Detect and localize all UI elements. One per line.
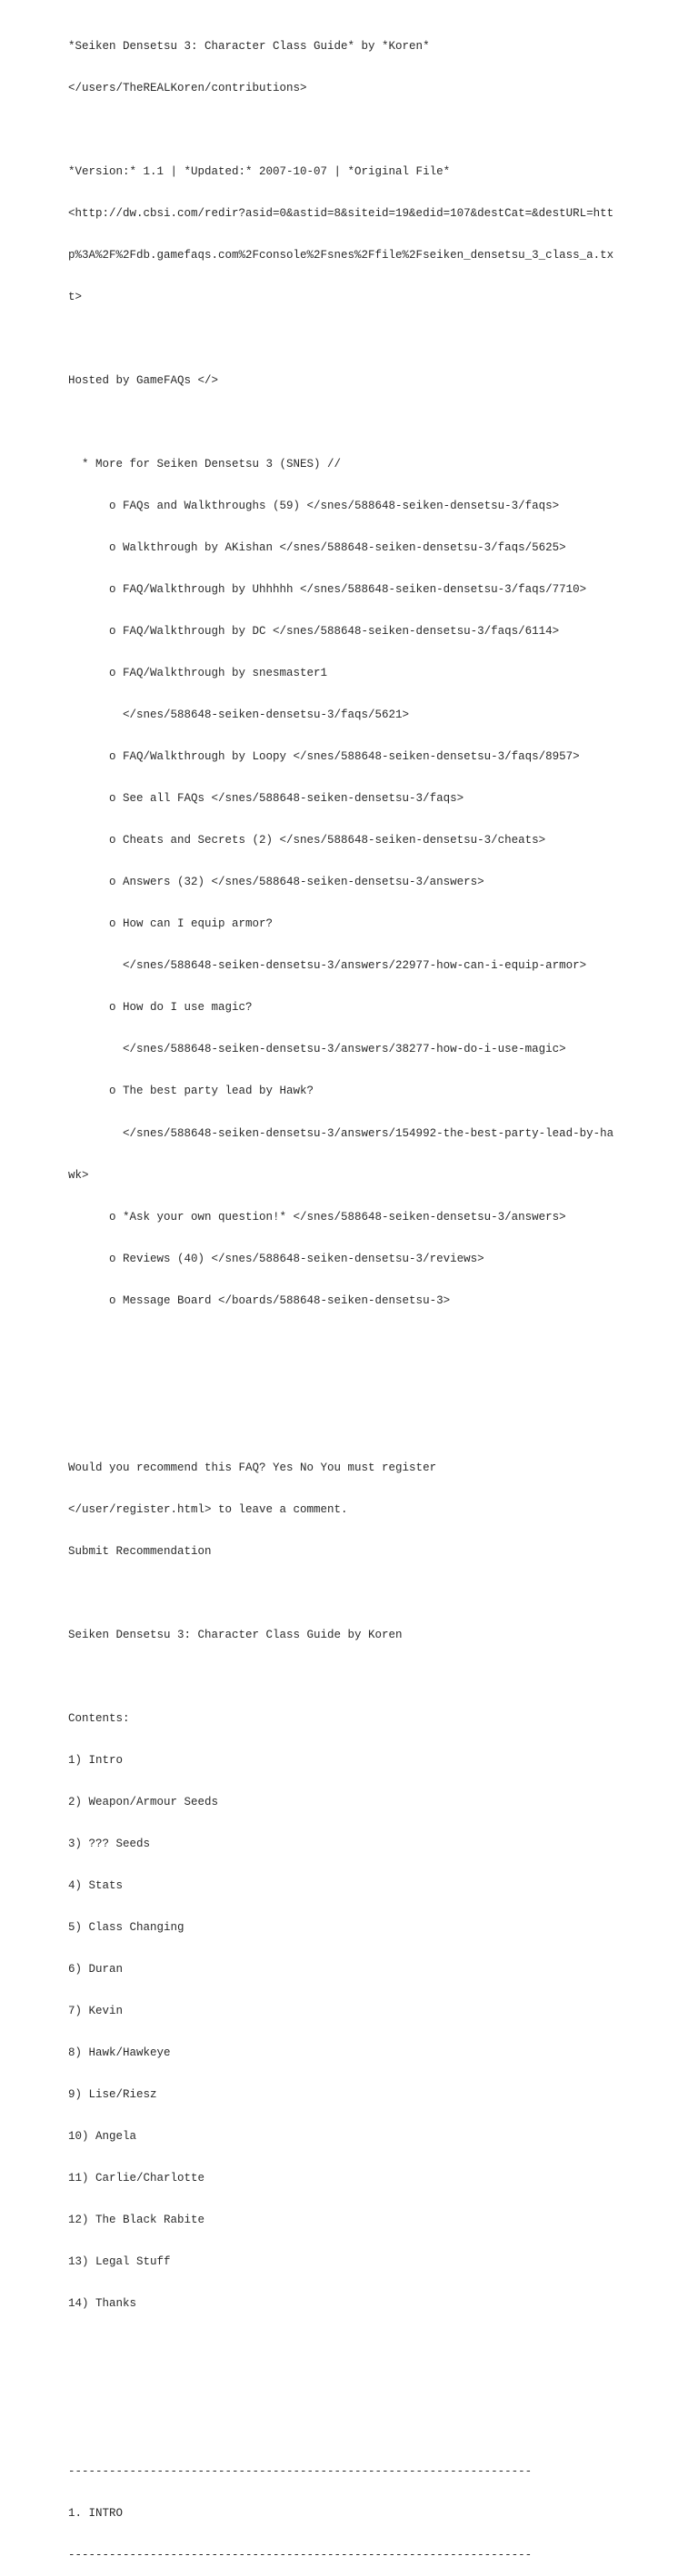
blank-line	[68, 1670, 686, 1684]
contents-item: 9) Lise/Riesz	[68, 2088, 157, 2102]
link-faqs-and-walkthroughs[interactable]: o FAQs and Walkthroughs (59) </snes/588648-seiken-densetsu-3/faqs>	[68, 500, 560, 513]
link-faq-uhhhhh[interactable]: o FAQ/Walkthrough by Uhhhhh </snes/588648-seiken-densetsu-3/faqs/7710>	[68, 583, 587, 597]
original-file-link-part-1[interactable]: <http://dw.cbsi.com/redir?asid=0&astid=8&siteid=19&edid=107&destCat=&destURL=htt	[68, 206, 614, 220]
link-faq-snesmaster1-url[interactable]: </snes/588648-seiken-densetsu-3/faqs/5621>	[68, 708, 410, 722]
link-best-party-lead-url-wrap[interactable]: wk>	[68, 1168, 89, 1182]
link-faq-snesmaster1[interactable]: o FAQ/Walkthrough by snesmaster1	[68, 667, 328, 680]
blank-line	[68, 2422, 686, 2436]
blank-line	[68, 2339, 686, 2353]
contents-item: 4) Stats	[68, 1879, 124, 1893]
recommend-question[interactable]: Would you recommend this FAQ? Yes No You must register	[68, 1461, 437, 1474]
contents-item: 10) Angela	[68, 2130, 137, 2144]
section-title: 1. INTRO	[68, 2506, 124, 2520]
original-file-link-part-2[interactable]: p%3A%2F%2Fdb.gamefaqs.com%2Fconsole%2Fsnes%2Ffile%2Fseiken_densetsu_3_class_a.tx	[68, 248, 614, 262]
more-for-heading: * More for Seiken Densetsu 3 (SNES) //	[68, 458, 342, 471]
link-see-all-faqs[interactable]: o See all FAQs </snes/588648-seiken-densetsu-3/faqs>	[68, 792, 464, 806]
blank-line	[68, 2381, 686, 2394]
contents-item: 13) Legal Stuff	[68, 2255, 171, 2269]
blank-line	[68, 1336, 686, 1350]
section-divider-bottom: --------------------------------------------------------------------	[68, 2548, 533, 2561]
contents-item: 5) Class Changing	[68, 1921, 184, 1935]
blank-line	[68, 1587, 686, 1600]
submit-recommendation-button[interactable]: Submit Recommendation	[68, 1544, 212, 1558]
contents-item: 8) Hawk/Hawkeye	[68, 2046, 171, 2060]
original-file-link-part-3[interactable]: t>	[68, 290, 83, 303]
contents-item: 7) Kevin	[68, 2005, 124, 2018]
hosted-by-gamefaqs-link[interactable]: Hosted by GameFAQs </>	[68, 373, 219, 387]
link-use-magic[interactable]: o How do I use magic?	[68, 1001, 253, 1015]
link-reviews[interactable]: o Reviews (40) </snes/588648-seiken-densetsu-3/reviews>	[68, 1252, 484, 1265]
blank-line	[68, 124, 686, 137]
contents-item: 2) Weapon/Armour Seeds	[68, 1796, 219, 1808]
contents-heading: Contents:	[68, 1711, 130, 1725]
link-best-party-lead[interactable]: o The best party lead by Hawk?	[68, 1085, 314, 1098]
section-divider-top: --------------------------------------------------------------------	[68, 2464, 533, 2478]
link-answers[interactable]: o Answers (32) </snes/588648-seiken-densetsu-3/answers>	[68, 876, 484, 889]
contents-item: 1) Intro	[68, 1753, 124, 1767]
guide-heading: Seiken Densetsu 3: Character Class Guide by Koren	[68, 1628, 403, 1641]
link-walkthrough-akishan[interactable]: o Walkthrough by AKishan </snes/588648-seiken-densetsu-3/faqs/5625>	[68, 541, 566, 555]
contents-item: 14) Thanks	[68, 2297, 137, 2311]
blank-line	[68, 416, 686, 430]
link-ask-question[interactable]: o *Ask your own question!* </snes/588648-seiken-densetsu-3/answers>	[68, 1210, 566, 1224]
link-cheats-and-secrets[interactable]: o Cheats and Secrets (2) </snes/588648-seiken-densetsu-3/cheats>	[68, 834, 546, 847]
faq-document	[68, 12, 686, 2576]
guide-title-line: *Seiken Densetsu 3: Character Class Guide* by *Koren*	[68, 39, 430, 53]
register-link[interactable]: </user/register.html> to leave a comment.	[68, 1502, 348, 1516]
blank-line	[68, 1420, 686, 1433]
link-equip-armor-url[interactable]: </snes/588648-seiken-densetsu-3/answers/22977-how-can-i-equip-armor>	[68, 959, 587, 973]
contents-item: 11) Carlie/Charlotte	[68, 2172, 205, 2185]
link-faq-dc[interactable]: o FAQ/Walkthrough by DC </snes/588648-seiken-densetsu-3/faqs/6114>	[68, 625, 560, 639]
author-contributions-link[interactable]: </users/TheREALKoren/contributions>	[68, 81, 307, 94]
link-use-magic-url[interactable]: </snes/588648-seiken-densetsu-3/answers/38277-how-do-i-use-magic>	[68, 1043, 566, 1056]
link-message-board[interactable]: o Message Board </boards/588648-seiken-densetsu-3>	[68, 1293, 451, 1307]
blank-line	[68, 1378, 686, 1392]
blank-line	[68, 332, 686, 346]
contents-item: 3) ??? Seeds	[68, 1838, 151, 1851]
link-faq-loopy[interactable]: o FAQ/Walkthrough by Loopy </snes/588648-seiken-densetsu-3/faqs/8957>	[68, 750, 580, 764]
link-equip-armor[interactable]: o How can I equip armor?	[68, 917, 274, 931]
contents-item: 12) The Black Rabite	[68, 2214, 205, 2227]
version-line: *Version:* 1.1 | *Updated:* 2007-10-07 | *Original File*	[68, 164, 451, 178]
contents-item: 6) Duran	[68, 1963, 124, 1977]
link-best-party-lead-url[interactable]: </snes/588648-seiken-densetsu-3/answers/154992-the-best-party-lead-by-ha	[68, 1126, 614, 1140]
